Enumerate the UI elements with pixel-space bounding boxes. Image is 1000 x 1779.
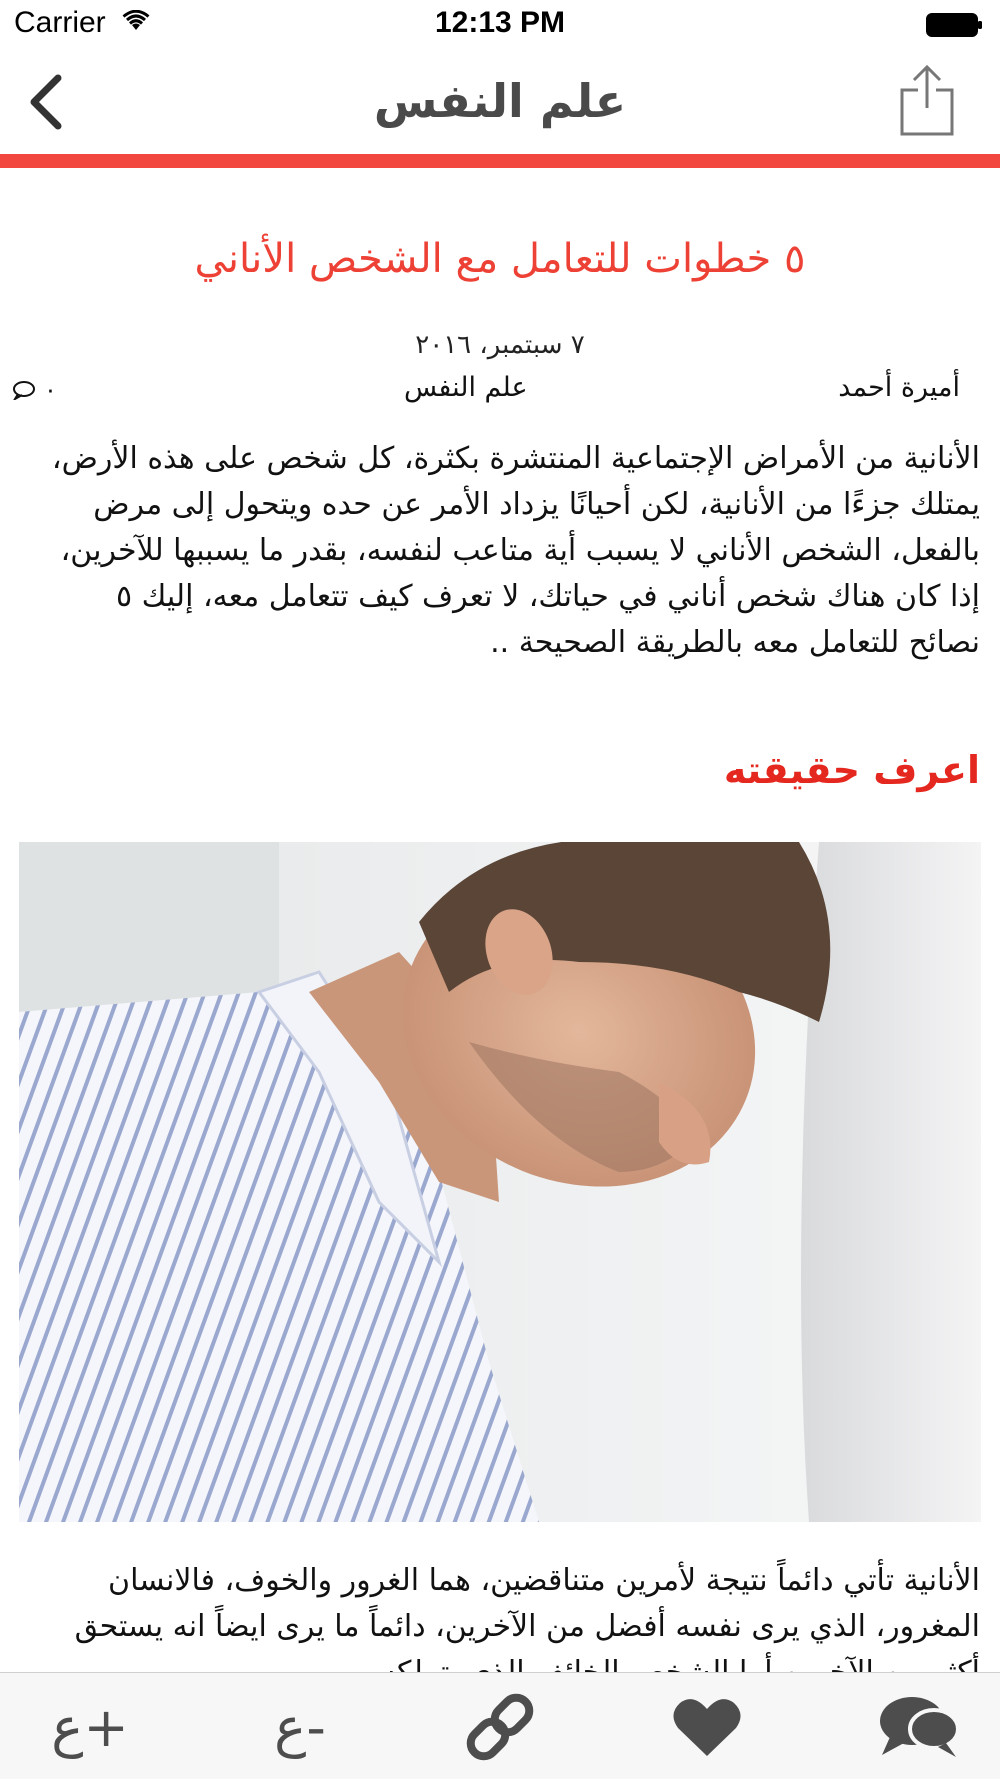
heart-icon — [672, 1696, 742, 1758]
battery-icon — [926, 13, 984, 37]
article-date: ٧ سبتمبر، ٢٠١٦ — [415, 330, 585, 360]
font-decrease-button[interactable] — [250, 1687, 350, 1767]
nav-title: علم النفس — [373, 74, 627, 128]
comment-count[interactable] — [12, 376, 57, 404]
article-author[interactable]: أميرة أحمد — [838, 372, 960, 403]
accent-divider — [0, 154, 1000, 168]
favorite-button[interactable] — [662, 1687, 752, 1767]
article-body-paragraph: الأنانية تأتي دائماً نتيجة لأمرين متناقضين، هما الغرور والخوف، فالانسان المغرور، الذي يرى نفسه أفضل من الآخرين، دائماً ما يرى ايضاً انه يستحق — [74, 1563, 980, 1644]
article-photo — [19, 842, 981, 1522]
chat-bubbles-icon — [876, 1693, 960, 1761]
article-meta — [0, 372, 1000, 412]
status-bar — [0, 0, 1000, 50]
share-icon[interactable] — [898, 64, 956, 138]
copy-link-button[interactable] — [455, 1687, 545, 1767]
link-icon — [460, 1687, 540, 1767]
font-increase-label: ع+ — [51, 1695, 129, 1759]
comment-count-value: ٠ — [44, 376, 57, 404]
comment-bubble-icon — [12, 380, 36, 400]
article-title: ٥ خطوات للتعامل مع الشخص الأناني — [194, 236, 806, 282]
font-decrease-label: ع- — [274, 1695, 326, 1759]
article-intro-paragraph: الأنانية من الأمراض الإجتماعية المنتشرة بكثرة، كل شخص على هذه الأرض، يمتلك جزءًا من الأنانية، لكن أحيانًا يزداد الأمر عن حده ويتحول إلى مرض بالفعل، الشخص الأناني لا يسبب أية متاعب لنفسه، بقدر ما يسببها للآخرين، إذا كان هناك شخص أناني في حياتك، لا تعرف كيف تتعامل معه، إليك ٥ نصائح للتعامل معه بالطريقة الصحيحة .. — [51, 441, 980, 660]
carrier-label: Carrier — [14, 6, 106, 39]
article-category[interactable]: علم النفس — [404, 372, 528, 403]
nav-bar — [0, 50, 1000, 154]
font-increase-button[interactable] — [40, 1687, 140, 1767]
comments-button[interactable] — [868, 1687, 968, 1767]
bottom-toolbar — [0, 1672, 1000, 1779]
section-heading: اعرف حقيقته — [723, 748, 980, 792]
status-time: 12:13 PM — [434, 6, 566, 39]
article-photo-graphic — [19, 842, 981, 1522]
